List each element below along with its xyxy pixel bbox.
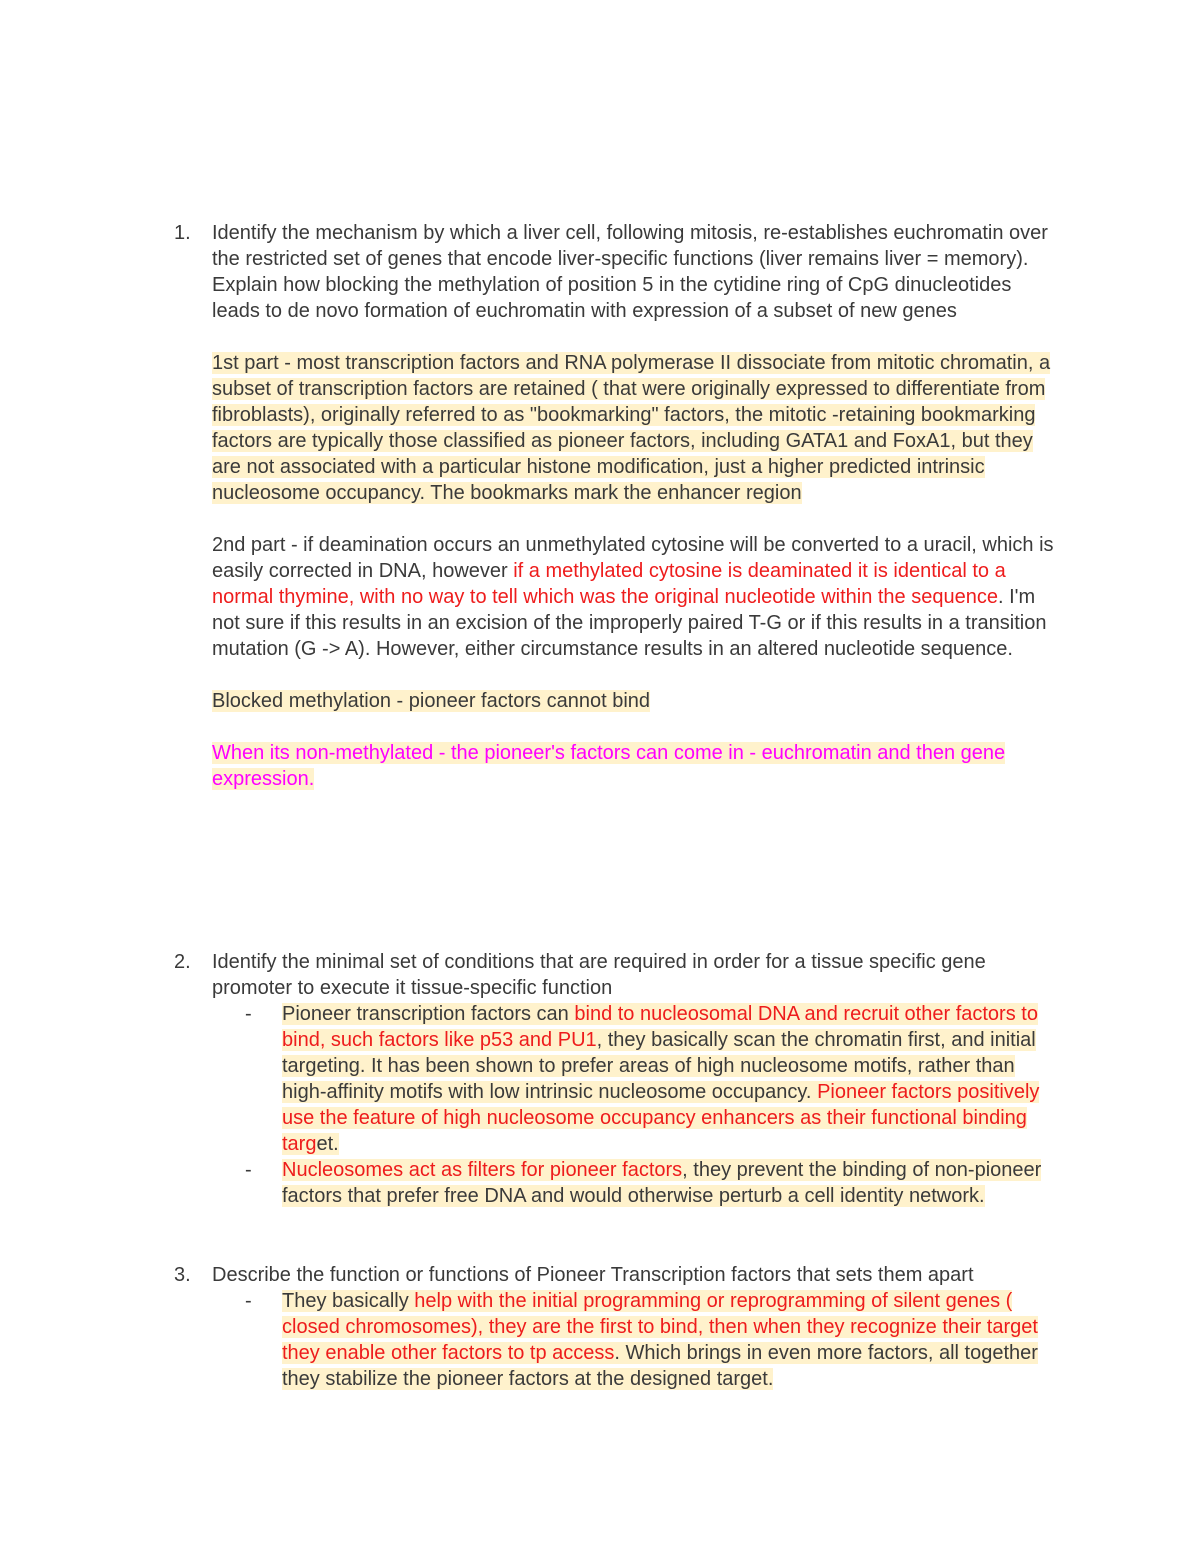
answer-2-bullet-1-text-a: Pioneer transcription factors can <box>282 1003 575 1025</box>
answer-2-bullet-2-text-a: , they prevent the binding of non-pioneer factors that prefer free DNA and would otherwise perturb a cell identity network. <box>282 1159 1042 1207</box>
answer-1-part-2-text-b: . I'm not sure if this results in an excision of the improperly paired T-G or if this results in a transition mutation (G -> A). However, either circumstance results in an altered nucleotide sequence. <box>212 586 1047 660</box>
answer-3-bullet-1-text-a: They basically <box>282 1290 415 1312</box>
bullet-dash: - <box>245 1003 252 1025</box>
answer-1-blocked <box>212 688 1062 714</box>
question-2-body <box>212 949 1062 1209</box>
answer-2-bullet-1-red-2: Pioneer factors positively use the feature of high nucleosome occupancy enhancers as their functional binding targ <box>282 1081 1040 1155</box>
question-3-number: 3. <box>174 1264 191 1286</box>
answer-1-part-1 <box>212 350 1062 506</box>
answer-2-bullet-2-text <box>282 1159 1041 1207</box>
question-3-text: Describe the function or functions of Pioneer Transcription factors that sets them apart <box>212 1264 974 1286</box>
answer-1-blocked-text: Blocked methylation - pioneer factors cannot bind <box>212 690 651 712</box>
answer-2-bullets <box>212 1001 1062 1209</box>
question-3-body <box>212 1262 1062 1392</box>
bullet-dash: - <box>245 1159 252 1181</box>
answer-2-bullet-1 <box>212 1001 1062 1157</box>
answer-2-bullet-2-red: Nucleosomes act as filters for pioneer factors <box>282 1159 683 1181</box>
answer-1-nonmethylated <box>212 740 1062 792</box>
question-1-text-b: Explain how blocking the methylation of position 5 in the cytidine ring of CpG dinucleotides leads to de novo formation of euchromatin with expression of a subset of new genes <box>212 274 1012 322</box>
question-2-number: 2. <box>174 951 191 973</box>
answer-3-bullet-1 <box>212 1288 1062 1392</box>
question-2-text: Identify the minimal set of conditions that are required in order for a tissue specific gene promoter to execute it tissue-specific function <box>212 951 986 999</box>
answer-1-part-2 <box>212 532 1062 662</box>
answer-2-bullet-1-text-b: , they basically scan the chromatin first, and initial targeting. It has been shown to prefer areas of high nucleosome motifs, rather than high-affinity motifs with low intrinsic nucleosome occupancy. <box>282 1029 1036 1103</box>
answer-2-bullet-2 <box>212 1157 1062 1209</box>
question-1-number: 1. <box>174 222 191 244</box>
question-2 <box>174 949 1074 1209</box>
bullet-dash: - <box>245 1290 252 1312</box>
answer-2-bullet-1-text <box>282 1003 1039 1155</box>
question-1-text-a: Identify the mechanism by which a liver cell, following mitosis, re-establishes euchromatin over the restricted set of genes that encode liver-specific functions (liver remains liver = memory). <box>212 222 1048 270</box>
answer-3-bullet-1-text-b: . Which brings in even more factors, all together they stabilize the pioneer factors at the designed target. <box>282 1342 1038 1390</box>
answer-2-bullet-1-text-c: et. <box>316 1133 339 1155</box>
question-1-body <box>212 220 1062 792</box>
question-1 <box>174 220 1074 792</box>
answer-1-part-2-red-text: if a methylated cytosine is deaminated it is identical to a normal thymine, with no way to tell which was the original nucleotide within the sequence <box>212 560 1006 608</box>
answer-1-part-1-text: 1st part - most transcription factors and RNA polymerase II dissociate from mitotic chromatin, a subset of transcription factors are retained ( that were originally expressed to differentiate from fibroblasts), originally referred to as "bookmarking" factors, the mitotic -retaining bookmarking factors are typically those classified as pioneer factors, including GATA1 and FoxA1, but they are not associated with a particular histone modification, just a higher predicted intrinsic nucleosome occupancy. The bookmarks mark the enhancer region <box>212 352 1051 504</box>
question-3 <box>174 1262 1074 1392</box>
answer-1-part-2-text-a: 2nd part - if deamination occurs an unmethylated cytosine will be converted to a uracil, which is easily corrected in DNA, however <box>212 534 1054 582</box>
answer-3-bullet-1-red: help with the initial programming or reprogramming of silent genes ( closed chromosomes), they are the first to bind, then when they recognize their target they enable other factors to tp access <box>282 1290 1038 1364</box>
answer-3-bullet-1-text <box>282 1290 1038 1390</box>
answer-3-bullets <box>212 1288 1062 1392</box>
answer-2-bullet-1-red-1: bind to nucleosomal DNA and recruit other factors to bind, such factors like p53 and PU1 <box>282 1003 1038 1051</box>
answer-1-nonmethylated-text: When its non-methylated - the pioneer's factors can come in - euchromatin and then gene expression. <box>212 742 1006 790</box>
